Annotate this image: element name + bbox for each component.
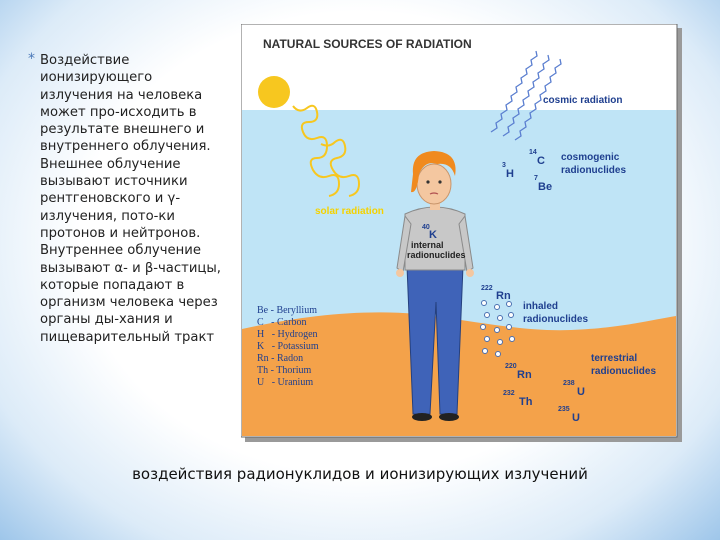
solar-radiation-label: solar radiation bbox=[315, 206, 384, 217]
c14-symbol: C bbox=[537, 155, 545, 167]
u235-symbol: U bbox=[572, 412, 580, 424]
th232-mass: 232 bbox=[503, 390, 515, 397]
cosmogenic-label-line1: cosmogenic bbox=[561, 152, 620, 163]
u238-symbol: U bbox=[577, 386, 585, 398]
h3-mass: 3 bbox=[502, 162, 506, 169]
inhaled-label-line1: inhaled bbox=[523, 301, 559, 312]
legend-item: U - Uranium bbox=[257, 377, 314, 388]
legend-item: C - Carbon bbox=[257, 317, 307, 328]
legend-item: H - Hydrogen bbox=[257, 329, 318, 340]
u235-mass: 235 bbox=[558, 406, 570, 413]
rn222-mass: 222 bbox=[481, 285, 493, 292]
rn222-symbol: Rn bbox=[496, 290, 511, 302]
k40-mass: 40 bbox=[422, 224, 430, 231]
terrestrial-label-line2: radionuclides bbox=[591, 366, 657, 377]
internal-label-line2: radionuclides bbox=[407, 250, 466, 260]
sun-icon bbox=[258, 76, 290, 108]
internal-label-line1: internal bbox=[411, 240, 444, 250]
legend-item: Th - Thorium bbox=[257, 365, 312, 376]
th232-symbol: Th bbox=[519, 396, 533, 408]
h3-symbol: H bbox=[506, 168, 514, 180]
bullet-icon: * bbox=[28, 51, 35, 67]
rn220-symbol: Rn bbox=[517, 369, 532, 381]
radiation-figure bbox=[241, 24, 682, 442]
u238-mass: 238 bbox=[563, 380, 575, 387]
be7-symbol: Be bbox=[538, 181, 553, 193]
be7-mass: 7 bbox=[534, 175, 538, 182]
legend-item: Rn - Radon bbox=[257, 353, 304, 364]
body-paragraph: Воздействие ионизирующего излучения на человека может про-исходить в результате внешнего и внутреннего облучения. Внешнее облучение вызывают источники рентгеновского и γ-излучения, пото-ки протонов и нейтронов. Внутреннее облучение вызывают α- и β-частицы, которые попадают в организм человека через органы ды-хания и пищеварительный тракт bbox=[40, 53, 221, 345]
k40-symbol: K bbox=[429, 229, 437, 241]
rn220-mass: 220 bbox=[505, 363, 517, 370]
slide-body-text bbox=[28, 52, 228, 346]
legend-item: K - Potassium bbox=[257, 341, 319, 352]
legend-item: Be - Beryllium bbox=[257, 305, 317, 316]
inhaled-label-line2: radionuclides bbox=[523, 314, 589, 325]
cosmic-radiation-label: cosmic radiation bbox=[543, 95, 623, 106]
cosmogenic-label-line2: radionuclides bbox=[561, 165, 627, 176]
slide-caption: воздействия радионуклидов и ионизирующих излучений bbox=[132, 465, 588, 483]
figure-title: NATURAL SOURCES OF RADIATION bbox=[263, 37, 472, 51]
c14-mass: 14 bbox=[529, 149, 537, 156]
terrestrial-label-line1: terrestrial bbox=[591, 353, 638, 364]
